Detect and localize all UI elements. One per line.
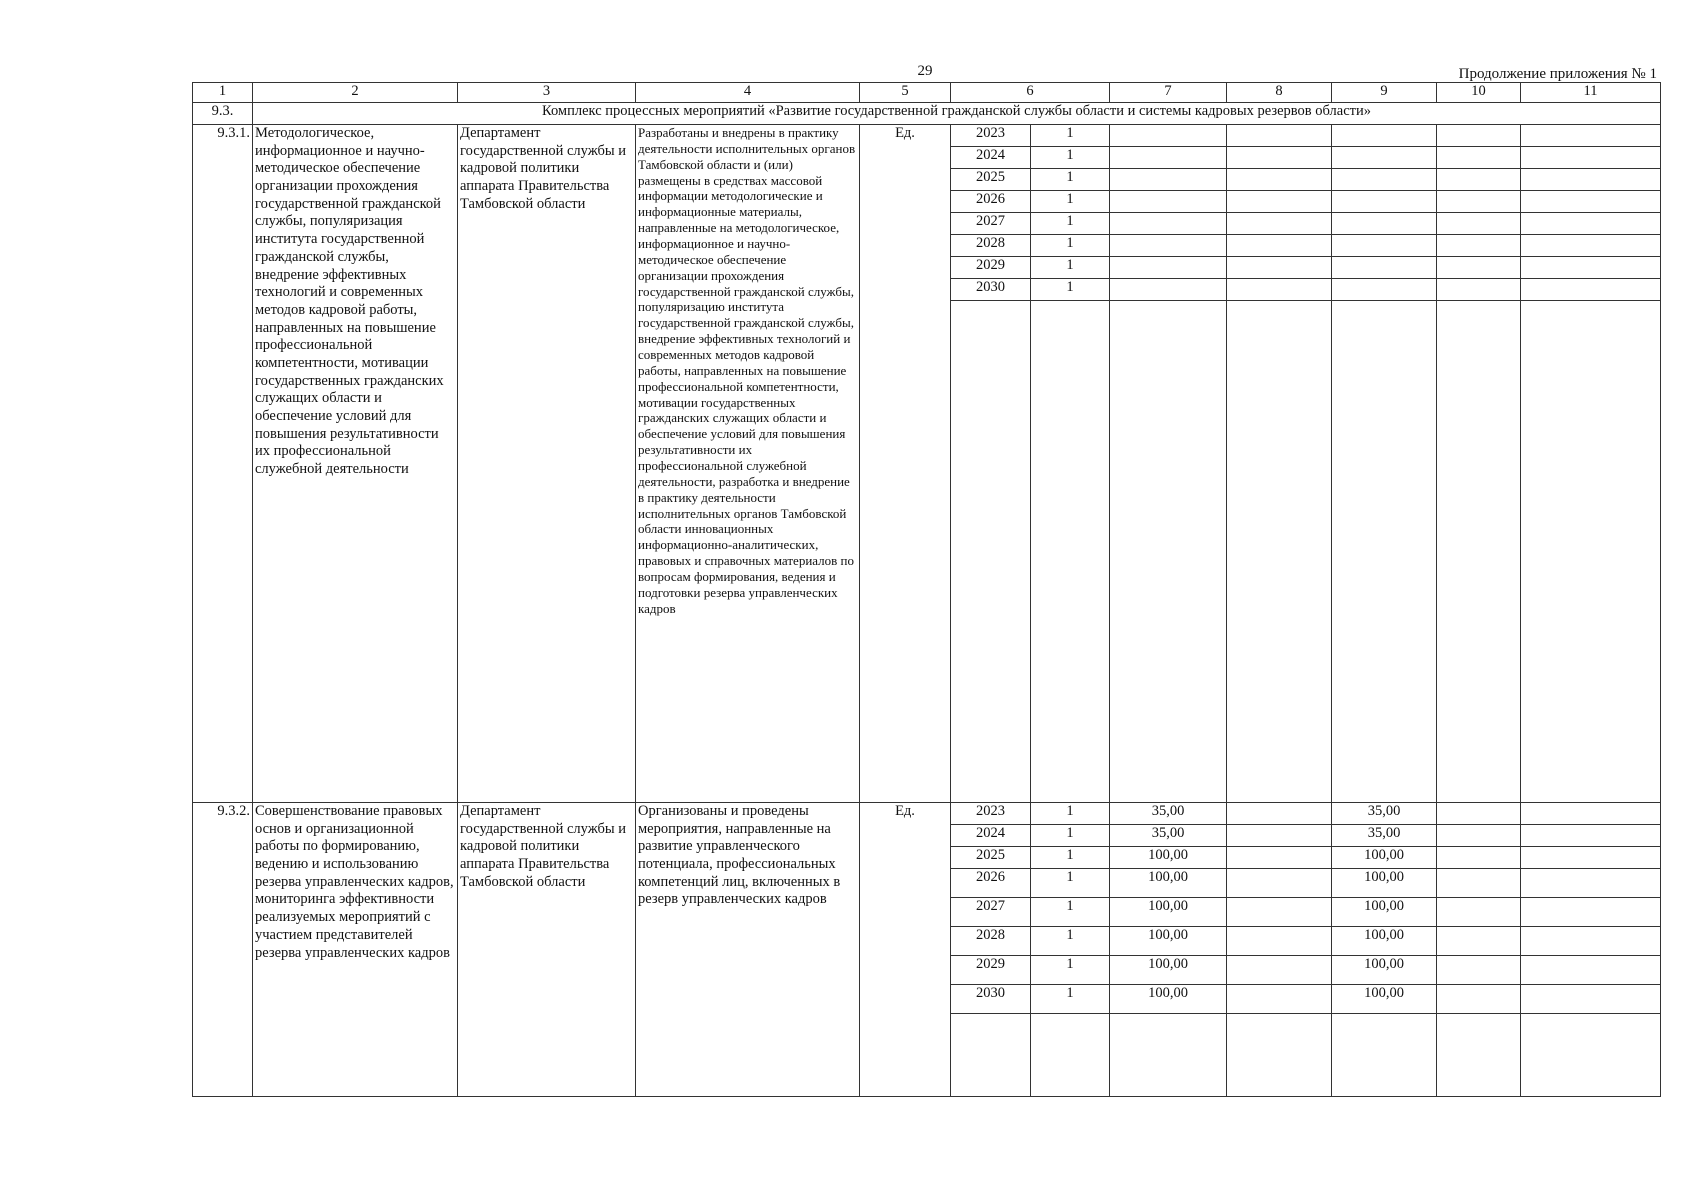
year-cell: 2030 [951, 985, 1031, 1014]
empty-cell [951, 1014, 1031, 1097]
empty-cell [1227, 301, 1332, 803]
empty-cell [1332, 301, 1437, 803]
task-result: Разработаны и внедрены в практику деятельности исполнительных органов Тамбовской области и (или) размещены в средствах массовой информации методологические и информационные материалы, направленные на методологическое, информационное и научно-методическое обеспечение организации прохождения государственной гражданской службы, популяризацию института государственной гражданской службы, внедрение эффективных технологий и современных методов кадровой работы, направленных на повышение профессиональной компетентности, мотивации государственных гражданских служащих области и обеспечение условий для повышения результативности их профессиональной служебной деятельности, разработка и внедрение в практику деятельности исполнительных органов Тамбовской области инновационных информационно-аналитических, правовых и справочных материалов по вопросам формирования, ведения и подготовки резерва управленческих кадров [636, 125, 860, 803]
empty-cell [1521, 898, 1661, 927]
value-cell: 1 [1031, 869, 1110, 898]
empty-cell [1521, 279, 1661, 301]
value-cell: 1 [1031, 803, 1110, 825]
column-header: 4 [636, 83, 860, 103]
empty-cell [1437, 869, 1521, 898]
empty-cell [1437, 213, 1521, 235]
empty-cell [1521, 803, 1661, 825]
value-cell: 1 [1031, 927, 1110, 956]
empty-cell [1437, 257, 1521, 279]
empty-cell [1437, 279, 1521, 301]
empty-cell [1521, 301, 1661, 803]
year-cell: 2028 [951, 927, 1031, 956]
year-cell: 2030 [951, 279, 1031, 301]
empty-cell [1437, 985, 1521, 1014]
amount-cell: 100,00 [1332, 985, 1437, 1014]
empty-cell [1227, 235, 1332, 257]
empty-cell [1521, 985, 1661, 1014]
empty-cell [1521, 927, 1661, 956]
amount-cell: 35,00 [1332, 825, 1437, 847]
year-cell: 2029 [951, 956, 1031, 985]
empty-cell [1227, 279, 1332, 301]
value-cell: 1 [1031, 191, 1110, 213]
program-table [192, 82, 1661, 1097]
empty-cell [1437, 847, 1521, 869]
section-code: 9.3. [193, 103, 253, 125]
empty-cell [1227, 257, 1332, 279]
empty-cell [1227, 956, 1332, 985]
task-unit: Ед. [860, 803, 951, 1097]
amount-cell [1110, 235, 1227, 257]
year-cell: 2027 [951, 898, 1031, 927]
section-row [193, 103, 1661, 125]
section-title: Комплекс процессных мероприятий «Развитие государственной гражданской службы области и системы кадровых резервов области» [253, 103, 1661, 125]
empty-cell [1227, 147, 1332, 169]
column-header: 6 [951, 83, 1110, 103]
value-cell: 1 [1031, 125, 1110, 147]
empty-cell [1521, 235, 1661, 257]
empty-cell [1332, 1014, 1437, 1097]
year-cell: 2026 [951, 869, 1031, 898]
column-header: 1 [193, 83, 253, 103]
column-header: 5 [860, 83, 951, 103]
amount-cell: 100,00 [1110, 898, 1227, 927]
amount-cell: 100,00 [1110, 927, 1227, 956]
amount-cell [1332, 213, 1437, 235]
empty-cell [1521, 213, 1661, 235]
empty-cell [1031, 1014, 1110, 1097]
task-name: Методологическое, информационное и научно-методическое обеспечение организации прохождения государственной гражданской службы, популяризация института государственной гражданской службы, внедрение эффективных технологий и современных методов кадровой работы, направленных на повышение профессиональной компетентности, мотивации государственных гражданских служащих области и обеспечение условий для повышения результативности их профессиональной служебной деятельности [253, 125, 458, 803]
amount-cell [1110, 169, 1227, 191]
amount-cell [1332, 191, 1437, 213]
column-header: 10 [1437, 83, 1521, 103]
amount-cell: 35,00 [1332, 803, 1437, 825]
empty-cell [951, 301, 1031, 803]
empty-cell [1437, 301, 1521, 803]
value-cell: 1 [1031, 956, 1110, 985]
column-header: 2 [253, 83, 458, 103]
empty-cell [1227, 169, 1332, 191]
value-cell: 1 [1031, 898, 1110, 927]
empty-cell [1227, 985, 1332, 1014]
amount-cell: 35,00 [1110, 825, 1227, 847]
year-cell: 2028 [951, 235, 1031, 257]
empty-cell [1227, 825, 1332, 847]
empty-cell [1521, 147, 1661, 169]
empty-cell [1031, 301, 1110, 803]
amount-cell: 100,00 [1332, 898, 1437, 927]
amount-cell [1110, 147, 1227, 169]
year-cell: 2026 [951, 191, 1031, 213]
empty-cell [1437, 898, 1521, 927]
empty-cell [1521, 825, 1661, 847]
continuation-label: Продолжение приложения № 1 [1458, 66, 1657, 82]
year-cell: 2029 [951, 257, 1031, 279]
empty-cell [1437, 169, 1521, 191]
amount-cell [1332, 147, 1437, 169]
value-cell: 1 [1031, 169, 1110, 191]
column-header: 9 [1332, 83, 1437, 103]
empty-cell [1521, 956, 1661, 985]
task-result: Организованы и проведены мероприятия, направленные на развитие управленческого потенциала, профессиональных компетенций лиц, включенных в резерв управленческих кадров [636, 803, 860, 1097]
amount-cell [1332, 125, 1437, 147]
year-cell: 2024 [951, 147, 1031, 169]
empty-cell [1437, 956, 1521, 985]
amount-cell: 100,00 [1110, 956, 1227, 985]
empty-cell [1227, 847, 1332, 869]
column-header: 8 [1227, 83, 1332, 103]
empty-cell [1227, 191, 1332, 213]
empty-cell [1521, 169, 1661, 191]
empty-cell [1227, 869, 1332, 898]
year-cell: 2023 [951, 125, 1031, 147]
amount-cell [1110, 213, 1227, 235]
value-cell: 1 [1031, 279, 1110, 301]
empty-cell [1110, 1014, 1227, 1097]
value-cell: 1 [1031, 235, 1110, 257]
empty-cell [1437, 191, 1521, 213]
amount-cell [1110, 279, 1227, 301]
task-executor: Департамент государственной службы и кадровой политики аппарата Правительства Тамбовской области [458, 125, 636, 803]
task-code: 9.3.1. [193, 125, 253, 803]
value-cell: 1 [1031, 847, 1110, 869]
value-cell: 1 [1031, 257, 1110, 279]
empty-cell [1437, 1014, 1521, 1097]
empty-cell [1437, 927, 1521, 956]
value-cell: 1 [1031, 985, 1110, 1014]
empty-cell [1437, 825, 1521, 847]
empty-cell [1227, 898, 1332, 927]
empty-cell [1437, 147, 1521, 169]
amount-cell [1332, 279, 1437, 301]
empty-cell [1437, 235, 1521, 257]
task-executor: Департамент государственной службы и кадровой политики аппарата Правительства Тамбовской области [458, 803, 636, 1097]
empty-cell [1521, 1014, 1661, 1097]
empty-cell [1521, 125, 1661, 147]
table-row [193, 803, 1661, 825]
amount-cell: 100,00 [1332, 927, 1437, 956]
empty-cell [1521, 191, 1661, 213]
amount-cell: 100,00 [1332, 847, 1437, 869]
column-header: 11 [1521, 83, 1661, 103]
empty-cell [1521, 869, 1661, 898]
empty-cell [1227, 927, 1332, 956]
year-cell: 2024 [951, 825, 1031, 847]
year-cell: 2025 [951, 847, 1031, 869]
empty-cell [1227, 213, 1332, 235]
value-cell: 1 [1031, 147, 1110, 169]
amount-cell [1110, 191, 1227, 213]
amount-cell [1332, 257, 1437, 279]
column-header: 7 [1110, 83, 1227, 103]
amount-cell [1110, 257, 1227, 279]
amount-cell: 35,00 [1110, 803, 1227, 825]
task-code: 9.3.2. [193, 803, 253, 1097]
year-cell: 2027 [951, 213, 1031, 235]
value-cell: 1 [1031, 213, 1110, 235]
empty-cell [1437, 125, 1521, 147]
empty-cell [1227, 1014, 1332, 1097]
amount-cell: 100,00 [1110, 985, 1227, 1014]
amount-cell [1110, 125, 1227, 147]
amount-cell [1332, 235, 1437, 257]
value-cell: 1 [1031, 825, 1110, 847]
amount-cell: 100,00 [1332, 869, 1437, 898]
page-number: 29 [917, 63, 933, 79]
task-unit: Ед. [860, 125, 951, 803]
empty-cell [1437, 803, 1521, 825]
table-row [193, 125, 1661, 147]
year-cell: 2023 [951, 803, 1031, 825]
amount-cell: 100,00 [1110, 847, 1227, 869]
empty-cell [1521, 847, 1661, 869]
amount-cell [1332, 169, 1437, 191]
empty-cell [1110, 301, 1227, 803]
empty-cell [1227, 125, 1332, 147]
column-number-row [193, 83, 1661, 103]
task-name: Совершенствование правовых основ и организационной работы по формированию, ведению и использованию резерва управленческих кадров, мониторинга эффективности реализуемых мероприятий с участием представителей резерва управленческих кадров [253, 803, 458, 1097]
empty-cell [1227, 803, 1332, 825]
amount-cell: 100,00 [1332, 956, 1437, 985]
empty-cell [1521, 257, 1661, 279]
amount-cell: 100,00 [1110, 869, 1227, 898]
column-header: 3 [458, 83, 636, 103]
year-cell: 2025 [951, 169, 1031, 191]
